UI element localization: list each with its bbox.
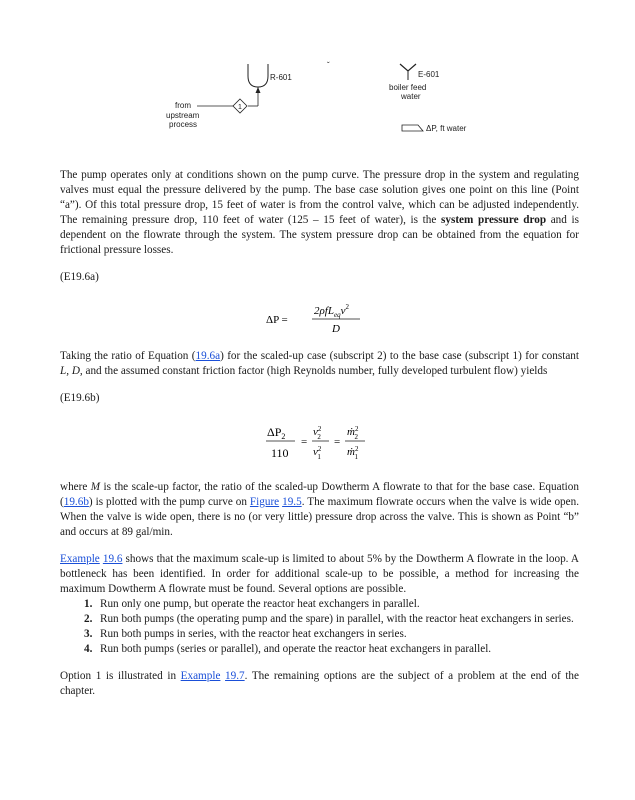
eq1-lhs: ΔP = [265,314,288,326]
eq2-equals-1: = [300,436,307,448]
list-item: 2. Run both pumps (the operating pump and the spare) in parallel, with the reactor heat exchangers in series. [84,613,574,625]
exchanger-label: E-601 [418,70,440,79]
link-figure-19-5[interactable]: 19.5 [282,496,302,508]
reactor-vessel-shape [248,64,268,87]
eq1-denominator: D [331,323,340,335]
reactor-label: R-601 [270,73,292,82]
eq2-equals-2: = [333,436,340,448]
link-example[interactable]: Example [60,553,100,565]
equation-e19-6b [60,420,579,466]
equation-e19-6a [60,299,579,337]
process-flow-diagram [0,50,635,140]
eq2-rhs-numerator: ṁ$^2$ 2 [346,425,358,441]
paragraph-pump-conditions: The pump operates only at conditions shown on the pump curve. The pressure drop in the system and regulating valves must equal the pressure delivered by the pump. The base case solution gives one point on this line (Point “a”). Of this total pressure drop, 15 feet of water is from the control valve, which can be adjusted independently. The remaining pressure drop, 110 feet of water (125 – 15 feet of water), is the system pressure drop and is dependent on the flowrate through the system. The system pressure drop can be obtained from the equation for frictional pressure losses. [60,169,579,256]
link-figure[interactable]: Figure [249,496,280,508]
paragraph-bottleneck: Example 19.6 shows that the maximum scale-up is limited to about 5% by the Dowtherm A flowrate in the loop. A bottleneck has been identified. In order for additional scale-up to be possible, a method for increasing the maximum Dowtherm A flowrate must be found. Several options are possible. [60,553,579,595]
legend-symbol-icon [402,125,423,131]
list-item: 1. Run only one pump, but operate the reactor heat exchangers in parallel. [84,598,420,610]
link-eq-19-6b[interactable]: 19.6b [63,496,89,508]
paragraph-scale-up-factor: where M is the scale-up factor, the ratio of the scaled-up Dowtherm A flowrate to that for the base case. Equation (19.6b) is plotted with the pump curve on Figure 19.5. The maximum flowrate occurs when the valve is wide open. When the valve is wide open, there is no (or very little) pressure drop across the valve. This is shown as Point “b” and occurs at 89 gal/min. [60,481,579,538]
boiler-feed-label: boiler feed [389,83,427,92]
options-list [60,597,579,657]
link-eq-19-6a[interactable]: 19.6a [195,350,221,362]
equation-e19-6a-svg [260,299,380,337]
from-label: from [175,101,191,110]
equation-label-b: (E19.6b) [60,392,100,404]
paragraph-option-1: Option 1 is illustrated in Example 19.7. The remaining options are the subject of a problem at the end of the chapter. [60,670,579,697]
process-label: process [169,120,198,129]
legend-label: ΔP, ft water [426,124,467,133]
eq2-lhs-numerator: $\Delta P_2$ [266,425,285,441]
eq2-mid-denominator: $v^2$ 1 [312,445,321,461]
eq2-rhs-denominator: ṁ$^2$ 1 [346,445,358,461]
bold-term: system pressure drop [441,214,547,226]
eq2-mid-numerator: $v^2$ 2 [312,425,321,441]
point-marker-label: 1 [238,104,242,111]
link-example-2[interactable]: Example [180,670,221,682]
equation-label-a: (E19.6a) [60,271,99,283]
list-item: 3. Run both pumps in series, with the reactor heat exchangers in series. [84,628,407,640]
exchanger-shape-icon [400,64,416,71]
eq2-lhs-denominator: 110 [270,446,289,460]
equation-e19-6b-svg [265,420,375,466]
upstream-label: upstream [166,111,200,120]
caret-mark: ˇ [327,61,330,70]
paragraph-ratio: Taking the ratio of Equation (19.6a) for the scaled-up case (subscript 2) to the base case (subscript 1) for constant L, D, and the assumed constant friction factor (high Reynolds number, fully developed turbulent flow) yields [60,350,579,377]
flow-arrow-up-icon [256,87,261,93]
eq1-numerator: $2\rho fL_{eq}v^2$ [313,303,349,319]
list-item: 4. Run both pumps (series or parallel), and operate the reactor heat exchangers in parallel. [84,643,492,655]
main-content [60,168,579,699]
water-label: water [401,92,421,101]
link-example-19-6[interactable]: 19.6 [102,553,123,565]
link-example-19-7[interactable]: 19.7 [225,670,245,682]
